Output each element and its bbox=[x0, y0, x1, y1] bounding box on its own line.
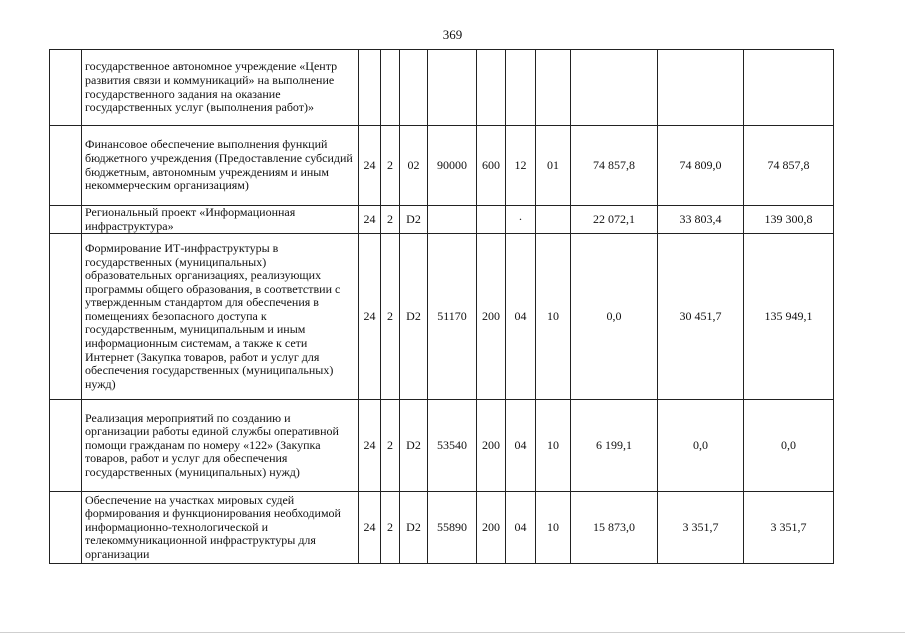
amount-year3-cell: 74 857,8 bbox=[744, 126, 834, 206]
expense-type-cell: 200 bbox=[477, 234, 506, 400]
code-cell: 04 bbox=[506, 234, 536, 400]
subsection-code-cell: D2 bbox=[400, 400, 428, 492]
article-code-cell bbox=[428, 50, 477, 126]
article-code-cell: 90000 bbox=[428, 126, 477, 206]
row-number-cell bbox=[50, 234, 82, 400]
row-number-cell bbox=[50, 50, 82, 126]
amount-year2-cell: 33 803,4 bbox=[658, 206, 744, 234]
table-row bbox=[50, 234, 834, 400]
item-name-cell: Реализация мероприятий по созданию и организации работы единой службы оперативной помощи гражданам по номеру «122» (Закупка товаров, работ и услуг для обеспечения государственных (муниципальных) нужд) bbox=[82, 400, 359, 492]
expense-type-cell bbox=[477, 206, 506, 234]
amount-year1-cell: 22 072,1 bbox=[571, 206, 658, 234]
section-code-cell bbox=[381, 50, 400, 126]
subsection-code-cell bbox=[400, 50, 428, 126]
article-code-cell: 55890 bbox=[428, 492, 477, 564]
amount-year1-cell: 6 199,1 bbox=[571, 400, 658, 492]
item-name-cell: Обеспечение на участках мировых судей формирования и функционирования необходимой информационно-технологической и телекоммуникационной инфраструктуры для организации bbox=[82, 492, 359, 564]
amount-year1-cell: 0,0 bbox=[571, 234, 658, 400]
code-cell bbox=[506, 50, 536, 126]
budget-code-cell: 24 bbox=[359, 234, 381, 400]
amount-year2-cell: 30 451,7 bbox=[658, 234, 744, 400]
row-number-cell bbox=[50, 492, 82, 564]
table-row bbox=[50, 126, 834, 206]
amount-year3-cell: 0,0 bbox=[744, 400, 834, 492]
expense-type-cell: 200 bbox=[477, 400, 506, 492]
amount-year2-cell: 0,0 bbox=[658, 400, 744, 492]
section-code-cell: 2 bbox=[381, 234, 400, 400]
expense-type-cell: 600 bbox=[477, 126, 506, 206]
item-name-cell: Формирование ИТ-инфраструктуры в государственных (муниципальных) образовательных организациях, реализующих программы общего образования, в соответствии с утвержденным стандартом для обеспечения в помещениях безопасного доступа к государственным, муниципальным и иным информационным системам, а также к сети Интернет (Закупка товаров, работ и услуг для обеспечения государственных (муниципальных) нужд) bbox=[82, 234, 359, 400]
subsection-code-cell: D2 bbox=[400, 492, 428, 564]
amount-year2-cell: 74 809,0 bbox=[658, 126, 744, 206]
article-code-cell: 51170 bbox=[428, 234, 477, 400]
article-code-cell bbox=[428, 206, 477, 234]
code-cell: 04 bbox=[506, 492, 536, 564]
budget-code-cell: 24 bbox=[359, 492, 381, 564]
section-code-cell: 2 bbox=[381, 126, 400, 206]
code-cell: 01 bbox=[536, 126, 571, 206]
article-code-cell: 53540 bbox=[428, 400, 477, 492]
amount-year3-cell: 139 300,8 bbox=[744, 206, 834, 234]
section-code-cell: 2 bbox=[381, 206, 400, 234]
code-cell: 12 bbox=[506, 126, 536, 206]
section-code-cell: 2 bbox=[381, 400, 400, 492]
item-name-cell: Финансовое обеспечение выполнения функций бюджетного учреждения (Предоставление субсидий бюджетным, автономным учреждениям и иным некоммерческим организациям) bbox=[82, 126, 359, 206]
code-cell: · bbox=[506, 206, 536, 234]
amount-year2-cell bbox=[658, 50, 744, 126]
item-name-cell: Региональный проект «Информационная инфраструктура» bbox=[82, 206, 359, 234]
budget-code-cell: 24 bbox=[359, 126, 381, 206]
expense-type-cell: 200 bbox=[477, 492, 506, 564]
code-cell: 10 bbox=[536, 492, 571, 564]
code-cell: 10 bbox=[536, 234, 571, 400]
table-body bbox=[50, 50, 834, 564]
amount-year2-cell: 3 351,7 bbox=[658, 492, 744, 564]
table-row bbox=[50, 492, 834, 564]
row-number-cell bbox=[50, 206, 82, 234]
budget-code-cell bbox=[359, 50, 381, 126]
row-number-cell bbox=[50, 400, 82, 492]
expense-type-cell bbox=[477, 50, 506, 126]
amount-year1-cell bbox=[571, 50, 658, 126]
code-cell bbox=[536, 206, 571, 234]
subsection-code-cell: D2 bbox=[400, 206, 428, 234]
row-number-cell bbox=[50, 126, 82, 206]
table-row bbox=[50, 206, 834, 234]
item-name-cell: государственное автономное учреждение «Центр развития связи и коммуникаций» на выполнение государственного задания на оказание государственных услуг (выполнения работ)» bbox=[82, 50, 359, 126]
page-number: 369 bbox=[442, 27, 463, 42]
section-code-cell: 2 bbox=[381, 492, 400, 564]
amount-year1-cell: 74 857,8 bbox=[571, 126, 658, 206]
budget-table bbox=[49, 49, 834, 564]
code-cell: 10 bbox=[536, 400, 571, 492]
code-cell: 04 bbox=[506, 400, 536, 492]
budget-code-cell: 24 bbox=[359, 400, 381, 492]
table-row bbox=[50, 50, 834, 126]
subsection-code-cell: D2 bbox=[400, 234, 428, 400]
amount-year3-cell: 3 351,7 bbox=[744, 492, 834, 564]
code-cell bbox=[536, 50, 571, 126]
amount-year1-cell: 15 873,0 bbox=[571, 492, 658, 564]
scan-edge bbox=[0, 632, 905, 633]
budget-code-cell: 24 bbox=[359, 206, 381, 234]
table-row bbox=[50, 400, 834, 492]
amount-year3-cell bbox=[744, 50, 834, 126]
subsection-code-cell: 02 bbox=[400, 126, 428, 206]
amount-year3-cell: 135 949,1 bbox=[744, 234, 834, 400]
